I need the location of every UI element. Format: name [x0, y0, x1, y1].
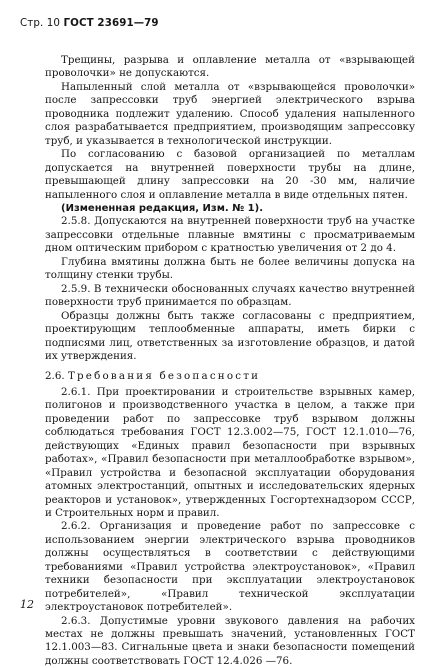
- paragraph-dent-depth: Глубина вмятины должна быть не более величины допуска на толщину стенки трубы.: [45, 255, 415, 282]
- clause-2-5-9: 2.5.9. В технически обоснованных случаях качество внутренней поверхности труб принимается по образцам.: [45, 282, 415, 309]
- document-body: [45, 54, 415, 668]
- page-header: [20, 17, 159, 29]
- clause-2-6-3: 2.6.3. Допустимые уровни звукового давления на рабочих местах не должны превышать значений, установленных ГОСТ 12.1.003—83. Сигнальные цвета и знаки безопасности помещений должны соответствовать ГОСТ 12.4.026 —76.: [45, 614, 415, 667]
- amendment-note: (Измененная редакция, Изм. № 1).: [61, 202, 264, 214]
- clause-2-6-1: 2.6.1. При проектировании и строительстве взрывных камер, полигонов и производственного участка в целом, а также при проведении работ по запрессовке труб взрывом должны соблюдаться требования ГОСТ 12.3.002—75, ГОСТ 12.1.010—76, действующих «Единых правил безопасности при взрывных работах», «Правил безопасности при металлообработке взрывом», «Правил устройства и безопасной эксплуатации оборудования атомных электростанций, опытных и исследовательских ядерных реакторов и установок», утвержденных Госгортехнадзором СССР, и Строительных норм и правил.: [45, 385, 415, 519]
- paragraph-samples: Образцы должны быть также согласованы с предприятием, проектирующим теплообменные аппараты, иметь бирки с подписями лиц, ответственных за изготовление образцов, и датой их утверждения.: [45, 309, 415, 362]
- section-heading: [45, 370, 415, 383]
- paragraph-sprayed-layer: Напыленный слой металла от «взрывающейся проволочки» после запрессовки труб энергией электрического взрыва проводника подлежит удалению. Способ удаления напыленного слоя разрабатывается предприятием, производящим запрессовку труб, и указывается в технологической инструкции.: [45, 80, 415, 147]
- page-label: Стр. 10: [20, 17, 61, 29]
- section-title: Требования безопасности: [67, 370, 261, 383]
- paragraph-cracks: Трещины, разрыва и оплавление металла от «взрывающей проволочки» не допускаются.: [45, 54, 415, 80]
- clause-2-5-8: 2.5.8. Допускаются на внутренней поверхности труб на участке запрессовки отдельные плавные вмятины с просматриваемым дном оптическим прибором с кратностью увеличения от 2 до 4.: [45, 215, 415, 255]
- section-number: 2.6.: [45, 370, 65, 383]
- page-number: 12: [20, 598, 34, 611]
- standard-number: ГОСТ 23691—79: [63, 17, 159, 29]
- clause-2-6-2: 2.6.2. Организация и проведение работ по запрессовке с использованием энергии электрического взрыва проводников должны осуществляться в соответствии с действующими требованиями «Правил устройства электроустановок», «Правил техники безопасности при эксплуатации электроустановок потребителей», «Правил технической эксплуатации электроустановок потребителей».: [45, 520, 415, 614]
- paragraph-agreement: По согласованию с базовой организацией по металлам допускается на внутренней поверхности трубы на длине, превышающей длину запрессовки на 20 -30 мм, наличие напыленного слоя и оплавление металла в виде отдельных пятен.: [45, 148, 415, 201]
